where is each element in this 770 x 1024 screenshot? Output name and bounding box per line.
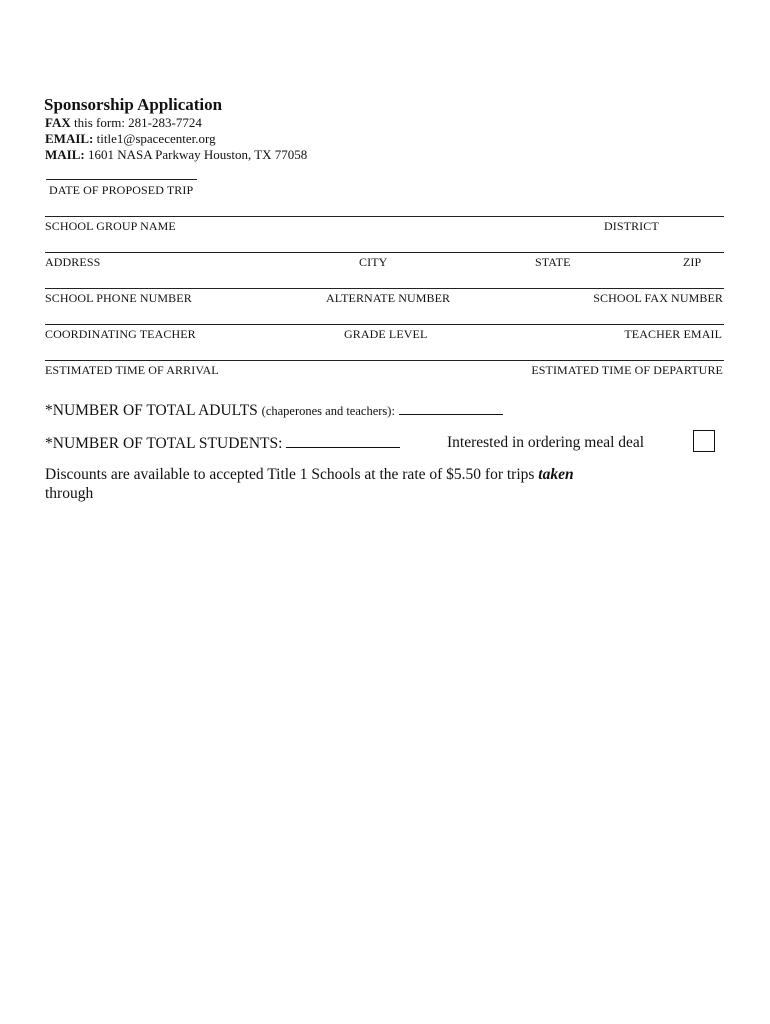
email-label: EMAIL: <box>45 131 94 146</box>
teacher-email-label: TEACHER EMAIL <box>624 327 722 341</box>
zip-label: ZIP <box>683 255 702 269</box>
meal-deal-label: Interested in ordering meal deal <box>447 434 645 451</box>
email-text: title1@spacecenter.org <box>93 131 216 146</box>
departure-label: ESTIMATED TIME OF DEPARTURE <box>531 363 723 377</box>
school-phone-label: SCHOOL PHONE NUMBER <box>45 291 192 305</box>
school-group-line[interactable] <box>45 216 724 217</box>
fax-text: this form: 281-283-7724 <box>70 115 202 130</box>
alternate-number-label: ALTERNATE NUMBER <box>326 291 451 305</box>
adults-sub: (chaperones and teachers): <box>261 404 395 418</box>
students-question <box>45 434 400 453</box>
city-label: CITY <box>359 255 388 269</box>
address-line[interactable] <box>45 252 724 253</box>
discount-note <box>45 465 705 503</box>
fax-label: FAX <box>45 115 71 130</box>
mail-text: 1601 NASA Parkway Houston, TX 77058 <box>84 147 308 162</box>
state-label: STATE <box>535 255 571 269</box>
discount-text-before: Discounts are available to accepted Title 1 Schools at the rate of $5.50 for trips <box>45 466 539 483</box>
arrival-line[interactable] <box>45 360 724 361</box>
discount-emphasis: taken <box>538 466 574 483</box>
coordinating-teacher-label: COORDINATING TEACHER <box>45 327 196 341</box>
date-field-line[interactable] <box>46 179 197 180</box>
email-line <box>45 131 216 147</box>
students-input[interactable] <box>286 434 400 448</box>
adults-input[interactable] <box>399 401 503 415</box>
meal-deal-checkbox[interactable] <box>693 430 715 452</box>
teacher-line[interactable] <box>45 324 724 325</box>
school-group-name-label: SCHOOL GROUP NAME <box>45 219 176 233</box>
district-label: DISTRICT <box>604 219 659 233</box>
discount-text-after: through <box>45 485 94 502</box>
school-fax-label: SCHOOL FAX NUMBER <box>593 291 723 305</box>
students-label: *NUMBER OF TOTAL STUDENTS: <box>45 435 283 452</box>
adults-question <box>45 401 503 420</box>
arrival-label: ESTIMATED TIME OF ARRIVAL <box>45 363 219 377</box>
address-label: ADDRESS <box>45 255 101 269</box>
date-of-trip-label: DATE OF PROPOSED TRIP <box>49 183 194 197</box>
grade-level-label: GRADE LEVEL <box>344 327 428 341</box>
mail-line <box>45 147 307 163</box>
adults-main: *NUMBER OF TOTAL ADULTS <box>45 402 258 419</box>
phone-line[interactable] <box>45 288 724 289</box>
form-title: Sponsorship Application <box>44 95 223 114</box>
mail-label: MAIL: <box>45 147 85 162</box>
fax-line <box>45 115 202 131</box>
